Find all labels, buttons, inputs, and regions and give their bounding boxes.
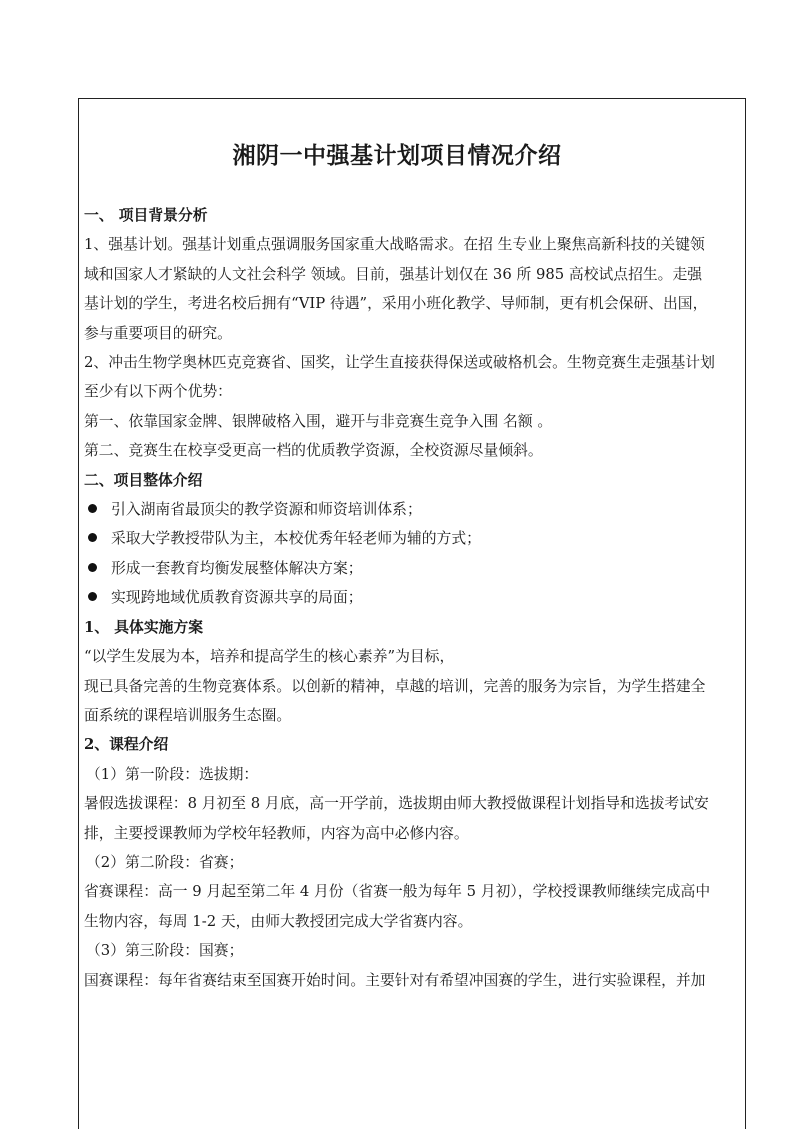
plan-heading: 1、 具体实施方案 bbox=[84, 618, 204, 636]
list-item: 引入湖南省最顶尖的教学资源和师资培训体系； bbox=[84, 495, 742, 524]
section1-heading: 一、 项目背景分析 bbox=[84, 207, 208, 224]
list-item: 采取大学教授带队为主，本校优秀年轻老师为辅的方式； bbox=[84, 524, 742, 553]
stage2-line: 生物内容，每周 1-2 天，由师大教授团完成大学省赛内容。 bbox=[84, 912, 473, 930]
stage1-title: （1）第一阶段：选拔期： bbox=[86, 765, 259, 783]
advantage-2: 第二、竞赛生在校享受更高一档的优质教学资源，全校资源尽量倾斜。 bbox=[84, 442, 543, 460]
para1-line: 域和国家人才紧缺的人文社会科学 领域。目前，强基计划仅在 36 所 985 高校试点招生。走强 bbox=[84, 265, 703, 283]
courses-heading: 2、课程介绍 bbox=[84, 736, 169, 754]
stage1-line: 排，主要授课教师为学校年轻教师，内容为高中必修内容。 bbox=[84, 824, 469, 842]
bullet-icon bbox=[88, 533, 97, 542]
plan-line: 现已具备完善的生物竞赛体系。以创新的精神，卓越的培训，完善的服务为宗旨，为学生搭建全 bbox=[84, 677, 706, 695]
bullet-icon bbox=[88, 504, 97, 513]
section2-heading: 二、项目整体介绍 bbox=[84, 471, 203, 489]
page-title: 湘阴一中强基计划项目情况介绍 bbox=[232, 142, 562, 169]
bullet-icon bbox=[88, 563, 97, 572]
para1-line: 基计划的学生，考进名校后拥有“VIP 待遇”，采用小班化教学、导师制，更有机会保研、出国， bbox=[84, 295, 708, 313]
stage3-line: 国赛课程：每年省赛结束至国赛开始时间。主要针对有希望冲国赛的学生，进行实验课程，并加 bbox=[84, 971, 706, 989]
stage1-line: 暑假选拔课程：8 月初至 8 月底，高一开学前，选拔期由师大教授做课程计划指导和选拔考试安 bbox=[84, 795, 709, 813]
list-item: 形成一套教育均衡发展整体解决方案； bbox=[84, 554, 742, 583]
stage2-line: 省赛课程：高一 9 月起至第二年 4 月份（省赛一般为每年 5 月初），学校授课教师继续完成高中 bbox=[84, 883, 711, 901]
plan-line: “以学生发展为本，培养和提高学生的核心素养”为目标， bbox=[84, 648, 455, 666]
para2-line: 至少有以下两个优势： bbox=[84, 383, 232, 401]
advantage-1: 第一、依靠国家金牌、银牌破格入围，避开与非竞赛生竞争入围 名额 。 bbox=[84, 412, 553, 430]
list-item: 实现跨地域优质教育资源共享的局面； bbox=[84, 583, 742, 612]
para1-line: 参与重要项目的研究。 bbox=[84, 324, 232, 342]
bullet-icon bbox=[88, 592, 97, 601]
para2-line: 2、冲击生物学奥林匹克竞赛省、国奖，让学生直接获得保送或破格机会。生物竞赛生走强基计划 bbox=[84, 354, 715, 372]
plan-line: 面系统的课程培训服务生态圈。 bbox=[84, 706, 292, 724]
stage2-title: （2）第二阶段：省赛； bbox=[86, 853, 244, 871]
document-body bbox=[84, 201, 742, 995]
para1-line: 1、强基计划。强基计划重点强调服务国家重大战略需求。在招 生专业上聚焦高新科技的关键领 bbox=[84, 236, 705, 254]
stage3-title: （3）第三阶段：国赛； bbox=[86, 942, 244, 960]
